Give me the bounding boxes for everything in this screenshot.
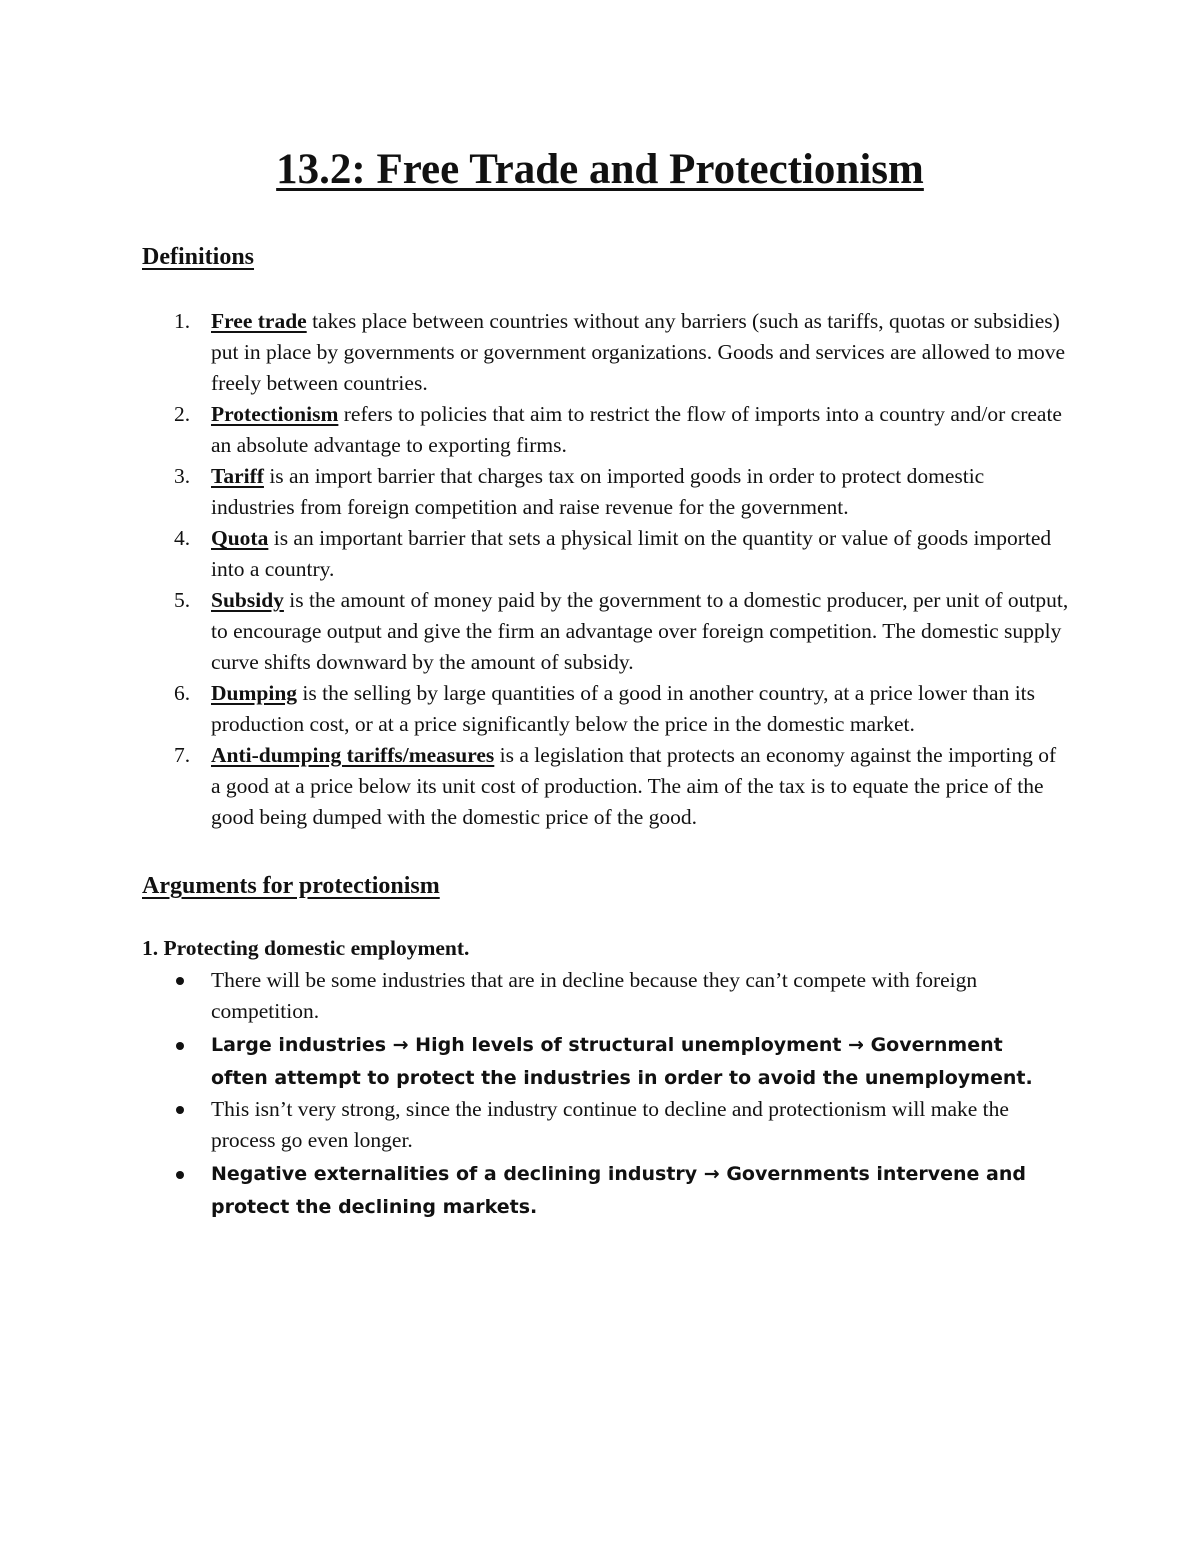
- definition-item: [0, 461, 1200, 523]
- definition-number: 5.: [174, 588, 191, 612]
- bullet-item: [0, 1094, 1200, 1156]
- arguments-heading: Arguments for protectionism: [142, 873, 440, 899]
- definition-number: 6.: [174, 681, 191, 705]
- definitions-list: [0, 306, 1200, 833]
- bullet-dot-icon: [176, 1042, 184, 1050]
- definition-item: [0, 740, 1200, 833]
- page-title: [0, 140, 1200, 200]
- bullet-text: Negative externalities of a declining industry → Governments intervene and protect the declining markets.: [211, 1163, 1026, 1218]
- definition-number: 7.: [174, 743, 191, 767]
- definition-item: [0, 585, 1200, 678]
- argument-bullet-list: [0, 965, 1200, 1223]
- definition-term: Anti-dumping tariffs/measures: [211, 743, 495, 767]
- bullet-dot-icon: [176, 977, 184, 985]
- definition-term: Subsidy: [211, 588, 284, 612]
- bullet-text: Large industries → High levels of structural unemployment → Government often attempt to protect the industries in order to avoid the unemployment.: [211, 1034, 1033, 1089]
- definition-text: is the selling by large quantities of a good in another country, at a price lower than its production cost, or at a price significantly below the price in the domestic market.: [211, 681, 1036, 736]
- definition-term: Tariff: [211, 464, 264, 488]
- definition-number: 1.: [174, 309, 191, 333]
- argument-subheading: 1. Protecting domestic employment.: [142, 936, 470, 960]
- definition-text: refers to policies that aim to restrict the flow of imports into a country and/or create an absolute advantage to exporting firms.: [211, 402, 1062, 457]
- bullet-item: [0, 1158, 1200, 1223]
- definition-number: 2.: [174, 402, 191, 426]
- definition-term: Dumping: [211, 681, 298, 705]
- bullet-dot-icon: [176, 1106, 184, 1114]
- definitions-heading: Definitions: [142, 244, 255, 270]
- definition-number: 3.: [174, 464, 191, 488]
- bullet-item: [0, 965, 1200, 1027]
- bullet-text: This isn’t very strong, since the industry continue to decline and protectionism will make the process go even longer.: [211, 1097, 1009, 1152]
- definition-term: Quota: [211, 526, 269, 550]
- definition-text: is the amount of money paid by the government to a domestic producer, per unit of output, to encourage output and give the firm an advantage over foreign competition. The domestic supply curve shifts downward by the amount of subsidy.: [211, 588, 1069, 674]
- definition-item: [0, 523, 1200, 585]
- definition-text: is a legislation that protects an economy against the importing of a good at a price below its unit cost of production. The aim of the tax is to equate the price of the good being dumped with the domestic price of the good.: [211, 743, 1057, 829]
- definition-item: [0, 399, 1200, 461]
- definition-term: Protectionism: [211, 402, 339, 426]
- page-title-text: 13.2: Free Trade and Protectionism: [276, 146, 924, 193]
- definition-term: Free trade: [211, 309, 307, 333]
- definition-text: takes place between countries without any barriers (such as tariffs, quotas or subsidies) put in place by governments or government organizations. Goods and services are allowed to move freely between countries.: [211, 309, 1065, 395]
- definition-number: 4.: [174, 526, 191, 550]
- definition-text: is an important barrier that sets a physical limit on the quantity or value of goods imported into a country.: [211, 526, 1052, 581]
- bullet-item: [0, 1029, 1200, 1094]
- definition-item: [0, 306, 1200, 399]
- bullet-text: There will be some industries that are in decline because they can’t compete with foreign competition.: [211, 968, 978, 1023]
- bullet-dot-icon: [176, 1171, 184, 1179]
- definition-text: is an import barrier that charges tax on imported goods in order to protect domestic industries from foreign competition and raise revenue for the government.: [211, 464, 985, 519]
- definition-item: [0, 678, 1200, 740]
